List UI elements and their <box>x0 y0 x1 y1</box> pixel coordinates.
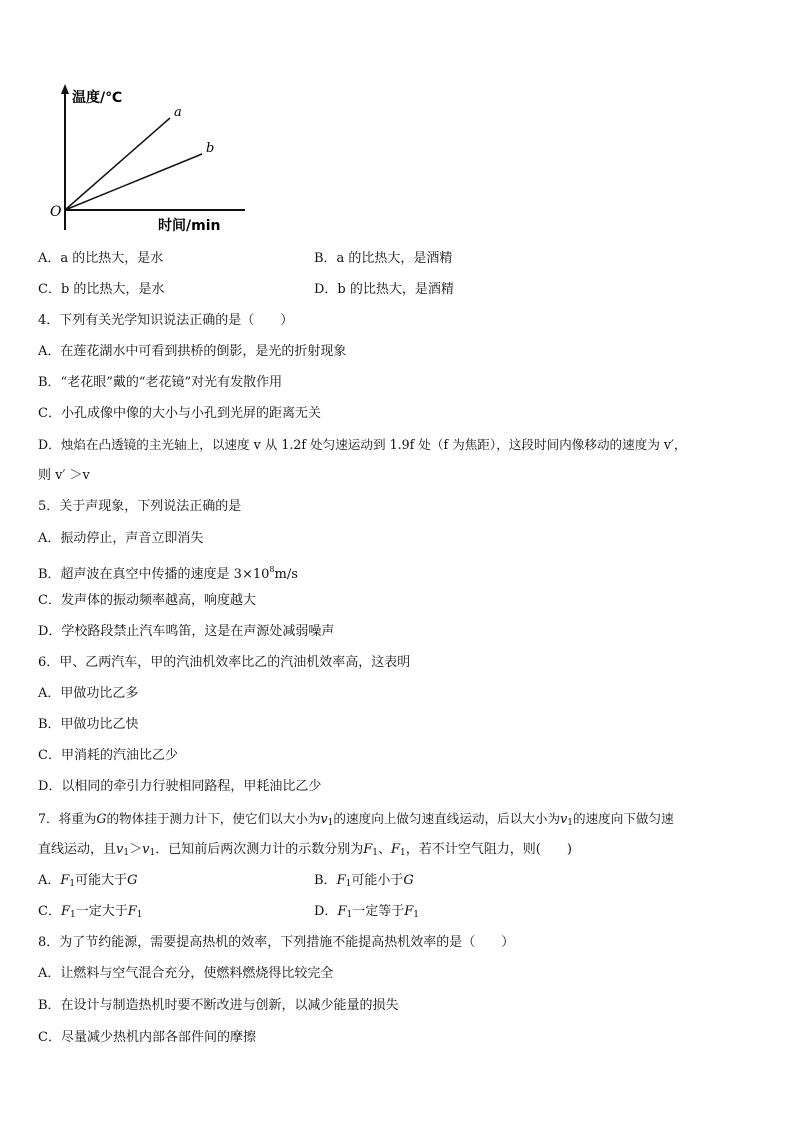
graph-svg <box>40 80 250 240</box>
q7-var-g: G <box>403 873 414 888</box>
q6-option-b: B．甲做功比乙快 <box>38 717 139 732</box>
q7-gt: ＞ <box>129 842 143 857</box>
q4-option-c: C．小孔成像中像的大小与小孔到光屏的距离无关 <box>38 406 321 421</box>
q7-text-1: 7．将重为 <box>38 811 97 826</box>
q7-sub-1: 1 <box>123 848 130 858</box>
q7-option-b-label: B． <box>314 873 337 888</box>
q7-option-c <box>38 903 143 924</box>
q5-option-a: A．振动停止，声音立即消失 <box>38 531 204 546</box>
q4-option-a: A．在莲花湖水中可看到拱桥的倒影，是光的折射现象 <box>38 344 347 359</box>
line-b-label: b <box>206 141 215 156</box>
q7-option-a-label: A． <box>38 873 61 888</box>
q6-option-d: D．以相同的牵引力行驶相同路程，甲耗油比乙少 <box>38 779 322 794</box>
q7-var-f: F <box>363 842 373 857</box>
q4-option-b: B．“老花眼”戴的“老花镜”对光有发散作用 <box>38 375 283 390</box>
q3-option-c: C．b 的比热大，是水 <box>38 282 165 297</box>
q7-sub-1: 1 <box>400 848 406 858</box>
q7-var-f: F <box>337 904 347 919</box>
q7-var-f: F <box>60 904 70 919</box>
q7-var-f: F <box>391 842 401 857</box>
q7-text-2: 的物体挂于测力计下，使它们以大小为 <box>106 811 321 826</box>
q8-stem: 8．为了节约能源，需要提高热机的效率，下列措施不能提高热机效率的是（ ） <box>38 935 515 950</box>
line-a <box>65 118 170 210</box>
q4-option-d-line1: D．烛焰在凸透镜的主光轴上，以速度 v 从 1.2f 处匀速运动到 1.9f 处（f 为焦距），这段时间内像移动的速度为 v′， <box>38 437 687 452</box>
q7-sub-1: 1 <box>372 848 378 858</box>
q7-var-f: F <box>127 904 137 919</box>
q7-var-v: v <box>116 842 124 857</box>
q7-sub-1: 1 <box>413 910 419 920</box>
q5-stem: 5．关于声现象，下列说法正确的是 <box>38 499 242 514</box>
q3-option-d: D．b 的比热大，是酒精 <box>314 282 454 297</box>
q4-stem: 4．下列有关光学知识说法正确的是（ ） <box>38 313 294 328</box>
q7-option-c-text: 一定大于 <box>75 904 128 919</box>
q7-sub-1: 1 <box>346 910 353 920</box>
q7-option-d-label: D． <box>314 904 338 919</box>
q7-option-c-label: C． <box>38 904 61 919</box>
q6-option-a: A．甲做功比乙多 <box>38 686 139 701</box>
q7-text-3: 的速度向上做匀速直线运动，后以大小为 <box>333 811 561 826</box>
q5-option-c: C．发声体的振动频率越高，响度越大 <box>38 593 256 608</box>
q6-option-c: C．甲消耗的汽油比乙少 <box>38 748 178 763</box>
q7-option-d <box>314 903 419 924</box>
q5-option-b-exponent: 8 <box>269 565 275 574</box>
y-axis-arrow <box>61 84 69 94</box>
q7-text-4: 的速度向下做匀速 <box>572 811 674 826</box>
origin-label: O <box>50 204 62 220</box>
q7-var-f: F <box>336 873 346 888</box>
q7-var-g: G <box>96 811 107 826</box>
q7-sub-1: 1 <box>69 910 76 920</box>
q7-sub-1: 1 <box>327 818 334 828</box>
q7-sub-1: 1 <box>69 879 76 889</box>
q7-option-b <box>314 872 414 893</box>
q7-stem-line2 <box>38 841 572 862</box>
q7-option-a <box>38 872 138 893</box>
q7-stem-line1 <box>38 810 674 832</box>
q7-option-d-text: 一定等于 <box>352 904 405 919</box>
q7-var-g: G <box>127 873 138 888</box>
y-axis-label: 温度/℃ <box>72 90 123 106</box>
q5-option-b-unit: m/s <box>274 567 298 582</box>
q7-var-f: F <box>404 904 414 919</box>
q8-option-a: A．让燃料与空气混合充分，使燃料燃烧得比较完全 <box>38 966 334 981</box>
q7-var-f: F <box>60 873 70 888</box>
q8-option-c: C．尽量减少热机内部各部件间的摩擦 <box>38 1030 256 1045</box>
line-a-label: a <box>174 105 182 120</box>
q3-option-b: B．a 的比热大，是酒精 <box>314 251 453 266</box>
q7-var-v: v <box>142 842 150 857</box>
q7-option-b-text: 可能小于 <box>351 873 404 888</box>
q4-option-d-line2: 则 v′ ＞v <box>38 468 90 483</box>
q7-sub-1: 1 <box>149 848 156 858</box>
q7-text-6: ．已知前后两次测力计的示数分别为 <box>155 842 364 857</box>
q7-text-8: ，若不计空气阻力，则( ) <box>405 842 572 857</box>
q5-option-b-text: B．超声波在真空中传播的速度是 3×10 <box>38 567 270 582</box>
x-axis-label: 时间/min <box>158 218 221 234</box>
q7-text-7: 、 <box>378 842 392 857</box>
q7-var-v: v <box>560 811 568 826</box>
q5-option-b <box>38 561 298 584</box>
q7-sub-1: 1 <box>567 818 573 828</box>
q6-stem: 6．甲、乙两汽车，甲的汽油机效率比乙的汽油机效率高，这表明 <box>38 655 411 670</box>
q7-option-a-text: 可能大于 <box>75 873 128 888</box>
q8-option-b: B．在设计与制造热机时要不断改进与创新，以减少能量的损失 <box>38 998 399 1013</box>
q7-var-v: v <box>320 811 328 826</box>
q5-option-d: D．学校路段禁止汽车鸣笛，这是在声源处减弱噪声 <box>38 624 335 639</box>
q3-option-a: A．a 的比热大，是水 <box>38 251 164 266</box>
line-b <box>65 154 202 210</box>
q7-sub-1: 1 <box>345 879 352 889</box>
q7-sub-1: 1 <box>136 910 143 920</box>
q7-text-5: 直线运动，且 <box>38 842 117 857</box>
temperature-time-graph <box>40 80 250 240</box>
